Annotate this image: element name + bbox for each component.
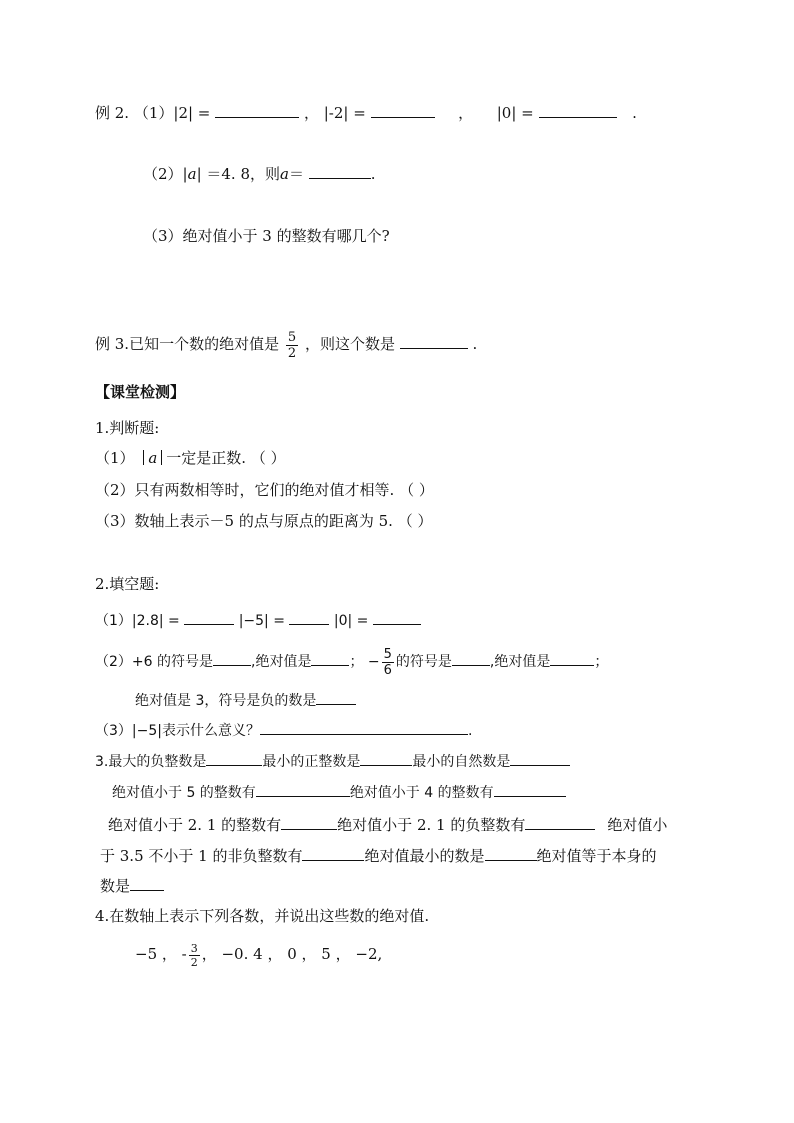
ex3-mid: ，则这个数是 bbox=[304, 335, 395, 353]
answer-blank[interactable] bbox=[309, 163, 371, 179]
ex2-sep2: ， bbox=[458, 104, 474, 122]
q3-c2: 绝对值小于 2. 1 的负整数有 bbox=[337, 816, 526, 834]
q3-b1: 绝对值小于 5 的整数有 bbox=[112, 785, 256, 801]
answer-blank[interactable] bbox=[316, 689, 356, 705]
q3-a2: 最小的正整数是 bbox=[262, 754, 361, 770]
answer-blank[interactable] bbox=[130, 875, 164, 891]
q4-n2: ， −0. 4 ， 0 ， 5 ， −2, bbox=[201, 945, 383, 963]
example-2-line-2 bbox=[143, 163, 376, 184]
q2-l4end: . bbox=[467, 723, 473, 739]
ex2-p2end: . bbox=[370, 165, 376, 183]
section-title: 【课堂检测】 bbox=[95, 383, 186, 401]
frac-den: 2 bbox=[287, 345, 297, 361]
q2-title: 2.填空题: bbox=[95, 575, 160, 593]
ex2-sep1: ， bbox=[303, 104, 319, 122]
answer-blank[interactable] bbox=[302, 845, 364, 861]
q1-title: 1.判断题: bbox=[95, 419, 160, 437]
q2-l2c: ； − bbox=[349, 654, 380, 670]
q2-l1c: |0| = bbox=[333, 613, 369, 629]
q1-i1a: （1） bbox=[95, 449, 135, 467]
fraction-3-2 bbox=[189, 943, 200, 968]
answer-blank[interactable] bbox=[510, 750, 570, 766]
q4-numbers bbox=[135, 937, 382, 971]
q1-item-3: （3）数轴上表示－5 的点与原点的距离为 5. （ ） bbox=[95, 512, 433, 530]
q2-l1a: （1）|2.8| = bbox=[95, 613, 180, 629]
frac-den: 2 bbox=[190, 955, 198, 969]
q3-line-4 bbox=[100, 845, 657, 866]
q3-d2: 绝对值最小的数是 bbox=[364, 847, 485, 865]
answer-blank[interactable] bbox=[452, 650, 490, 666]
answer-blank[interactable] bbox=[400, 333, 468, 349]
q3-a3: 最小的自然数是 bbox=[412, 754, 511, 770]
q3-e1: 数是 bbox=[100, 877, 131, 895]
frac-num: 5 bbox=[287, 329, 297, 345]
q3-line-3 bbox=[108, 814, 667, 835]
q2-l3: 绝对值是 3，符号是负的数是 bbox=[135, 693, 317, 709]
fraction-5-2 bbox=[286, 331, 298, 360]
ex2-p2c: ＝ bbox=[288, 165, 304, 183]
var-a: a bbox=[148, 449, 158, 467]
answer-blank[interactable] bbox=[525, 814, 595, 830]
q1-i1b: 一定是正数. （ ） bbox=[166, 449, 286, 467]
q2-l1b: |−5| = bbox=[238, 613, 285, 629]
answer-blank[interactable] bbox=[281, 814, 337, 830]
q3-c1: 绝对值小于 2. 1 的整数有 bbox=[108, 816, 282, 834]
ex2-b2: |-2| = bbox=[323, 104, 366, 122]
example-2-line-1 bbox=[95, 102, 637, 123]
q2-line-1 bbox=[95, 609, 421, 631]
ex2-lead: 例 2. （1）|2| = bbox=[95, 104, 211, 122]
example-3 bbox=[95, 327, 477, 361]
q4-n1: −5 ， - bbox=[135, 945, 187, 963]
q1-item-1 bbox=[95, 448, 286, 468]
q2-line-2 bbox=[95, 645, 608, 679]
q3-line-1 bbox=[95, 750, 570, 772]
answer-blank[interactable] bbox=[311, 650, 349, 666]
frac-num: 3 bbox=[190, 941, 198, 955]
q2-l4a: （3）|−5|表示什么意义？ bbox=[95, 723, 260, 739]
var-a: a bbox=[187, 165, 197, 183]
q1-item-2: （2）只有两数相等时，它们的绝对值才相等. （ ） bbox=[95, 481, 434, 499]
ex2-p2b: | ＝4. 8，则 bbox=[196, 165, 281, 183]
q2-l2a: （2）+6 的符号是 bbox=[95, 654, 213, 670]
ex2-end: . bbox=[632, 104, 637, 122]
q2-l2b: ,绝对值是 bbox=[251, 654, 312, 670]
ex3-end: . bbox=[472, 335, 478, 353]
answer-blank[interactable] bbox=[360, 750, 412, 766]
frac-num: 5 bbox=[383, 646, 392, 662]
q3-d3: 绝对值等于本身的 bbox=[536, 847, 657, 865]
answer-blank[interactable] bbox=[260, 719, 468, 735]
q2-l2f: ； bbox=[594, 654, 609, 670]
q3-line-2 bbox=[112, 781, 566, 803]
example-2-line-3: （3）绝对值小于 3 的整数有哪几个? bbox=[143, 227, 390, 245]
q3-c3: 绝对值小 bbox=[607, 816, 668, 834]
ex3-lead: 例 3.已知一个数的绝对值是 bbox=[95, 335, 280, 353]
q4-title: 4.在数轴上表示下列各数，并说出这些数的绝对值. bbox=[95, 907, 430, 925]
answer-blank[interactable] bbox=[215, 102, 299, 118]
answer-blank[interactable] bbox=[184, 609, 234, 625]
ex2-p2a: （2）| bbox=[143, 165, 188, 183]
q3-b2: 绝对值小于 4 的整数有 bbox=[349, 785, 494, 801]
answer-blank[interactable] bbox=[371, 102, 435, 118]
answer-blank[interactable] bbox=[373, 609, 421, 625]
frac-den: 6 bbox=[383, 662, 392, 678]
ex2-b3: |0| = bbox=[496, 104, 534, 122]
answer-blank[interactable] bbox=[539, 102, 617, 118]
answer-blank[interactable] bbox=[494, 781, 566, 797]
q2-line-4 bbox=[95, 719, 472, 741]
q3-a1: 3.最大的负整数是 bbox=[95, 754, 207, 770]
q2-line-3 bbox=[135, 689, 356, 711]
answer-blank[interactable] bbox=[256, 781, 350, 797]
answer-blank[interactable] bbox=[289, 609, 329, 625]
answer-blank[interactable] bbox=[206, 750, 262, 766]
fraction-5-6 bbox=[382, 648, 394, 677]
q3-line-5 bbox=[100, 875, 164, 896]
answer-blank[interactable] bbox=[213, 650, 251, 666]
q3-d1: 于 3.5 不小于 1 的非负整数有 bbox=[100, 847, 303, 865]
var-a: a bbox=[280, 165, 289, 183]
answer-blank[interactable] bbox=[485, 845, 537, 861]
answer-blank[interactable] bbox=[550, 650, 594, 666]
q2-l2d: 的符号是 bbox=[395, 654, 452, 670]
q2-l2e: ,绝对值是 bbox=[489, 654, 551, 670]
